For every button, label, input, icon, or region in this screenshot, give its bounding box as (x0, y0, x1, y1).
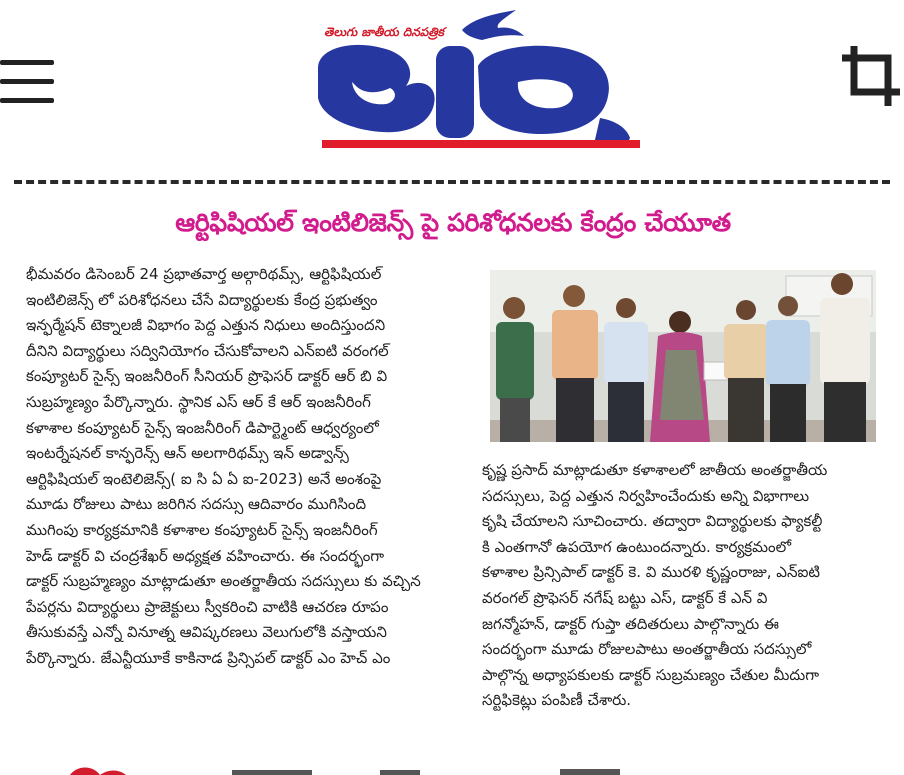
article-line: మూడు రోజులు పాటు జరిగిన సదస్సు ఆదివారం ముగిసింది (26, 495, 367, 514)
article-line: సుబ్రహ్మణ్యం పేర్కొన్నారు. స్థానిక ఎస్ ఆర్ కే ఆర్ ఇంజనీరింగ్ (26, 392, 371, 411)
article-line: కృష్ణ ప్రసాద్ మాట్లాడుతూ కళాశాలలో జాతీయ అంతర్జాతీయ (482, 461, 828, 479)
hamburger-menu-icon[interactable] (0, 58, 56, 108)
logo-letters (318, 45, 630, 147)
article-headline: ఆర్టిఫిషియల్ ఇంటిలిజెన్స్ పై పరిశోధనలకు కేంద్రం చేయూత (175, 208, 731, 237)
article-line: సందర్భంగా మూడు రోజులపాటు అంతర్జాతీయ సదస్సులో (482, 640, 812, 659)
article-line: సర్టిఫికెట్లు పంపిణీ చేశారు. (482, 691, 632, 710)
article-line: కళాశాల ప్రిన్సిపాల్ డాక్టర్ కె. వి మురళి కృష్ణంరాజు, ఎన్ఐటి (482, 563, 820, 582)
article-line: ఇంటర్నేషనల్ కాన్ఫరెన్స్ ఆన్ అలగారిథమ్స్ ఇన్ అడ్వాన్స్ (26, 444, 349, 463)
person-7 (820, 273, 870, 442)
article-line: హెడ్ డాక్టర్ వి చంద్రశేఖర్ అధ్యక్షత వహించారు. ఈ సందర్భంగా (26, 546, 385, 565)
article-line: కళాశాల కంప్యూటర్ సైన్స్ ఇంజనీరింగ్ డిపార్ట్మెంట్ ఆధ్వర్యంలో (26, 418, 379, 437)
article-line: దీనిని విద్యార్థులు సద్వినియోగం చేసుకోవాలని ఎన్ఐటి వరంగల్ (26, 341, 389, 360)
event-photo (490, 270, 876, 442)
article-body-right (482, 458, 880, 714)
crop-icon[interactable] (838, 42, 904, 110)
article-line: కంప్యూటర్ సైన్స్ ఇంజనీరింగ్ సీనియర్ ప్రొఫెసర్ డాక్టర్ ఆర్ బి వి (26, 367, 388, 386)
article-line: పాల్గొన్న అధ్యాపకులకు డాక్టర్ సుబ్రమణ్యం చేతుల మీదుగా (482, 665, 820, 684)
bird-icon (462, 10, 524, 40)
article-line: కి ఎంతగానో ఉపయోగ ఉంటుందన్నారు. కార్యక్రమంలో (482, 537, 792, 556)
next-article-headline-partial (0, 756, 904, 775)
article-line: జగన్మోహన్, డాక్టర్ గుప్తా తదితరులు పాల్గొన్నారు ఈ (482, 614, 779, 633)
article-line: పేర్కొన్నారు. జేఎన్టీయూకే కాకినాడ ప్రిన్సిపల్ డాక్టర్ ఎం హెచ్ ఎం (26, 648, 391, 667)
article-line: పేపర్లను విద్యార్థులు ప్రాజెక్టులు స్వీకరించి వాటికి ఆచరణ రూపం (26, 597, 389, 616)
logo-underline (322, 140, 640, 148)
article-line: ఆర్టిఫిషియల్ ఇంటెలిజెన్స్( ఐ సి ఏ ఏ ఐ-2023) అనే అంశంపై (26, 469, 382, 488)
masthead-header (0, 0, 904, 170)
article-line: ముగింపు కార్యక్రమానికి కళాశాల కంప్యూటర్ సైన్స్ ఇంజనీరింగ్ (26, 520, 378, 539)
article-line: ఇన్ఫర్మేషన్ టెక్నాలజీ విభాగం పెద్ద ఎత్తున నిధులు అందిస్తుందని (26, 316, 386, 335)
varta-logo (312, 8, 648, 158)
article-line: కృషి చేయాలని సూచించారు. తద్వారా విద్యార్థులకు ఫ్యాకల్టీ (482, 512, 823, 531)
article-line: ఇంటిలిజెన్స్ లో పరిశోధనలు చేసే విద్యార్థులకు కేంద్ర ప్రభుత్వం (26, 290, 378, 309)
article-body-left (26, 262, 472, 672)
logo-tagline: తెలుగు జాతీయ దినపత్రిక (324, 25, 444, 39)
article-line: సదస్సులు, పెద్ద ఎత్తున నిర్వహించేందుకు అన్ని విభాగాలు (482, 486, 810, 505)
article-line: తీసుకువస్తే ఎన్నో వినూత్న ఆవిష్కరణలు వెలుగులోకి వస్తాయని (26, 623, 387, 642)
separator-line (14, 180, 890, 184)
article-line: భీమవరం డిసెంబర్ 24 ప్రభాతవార్త అల్గారిథమ్స్, ఆర్టిఫిషియల్ (26, 265, 382, 283)
article-line: వరంగల్ ప్రొఫెసర్ నగేష్ బట్టు ఎస్, డాక్టర్ కే ఎన్ వి (482, 588, 768, 607)
article-line: డాక్టర్ సుబ్రహ్మణ్యం మాట్లాడుతూ అంతర్జాతీయ సదస్సులు కు వచ్చిన (26, 572, 421, 591)
